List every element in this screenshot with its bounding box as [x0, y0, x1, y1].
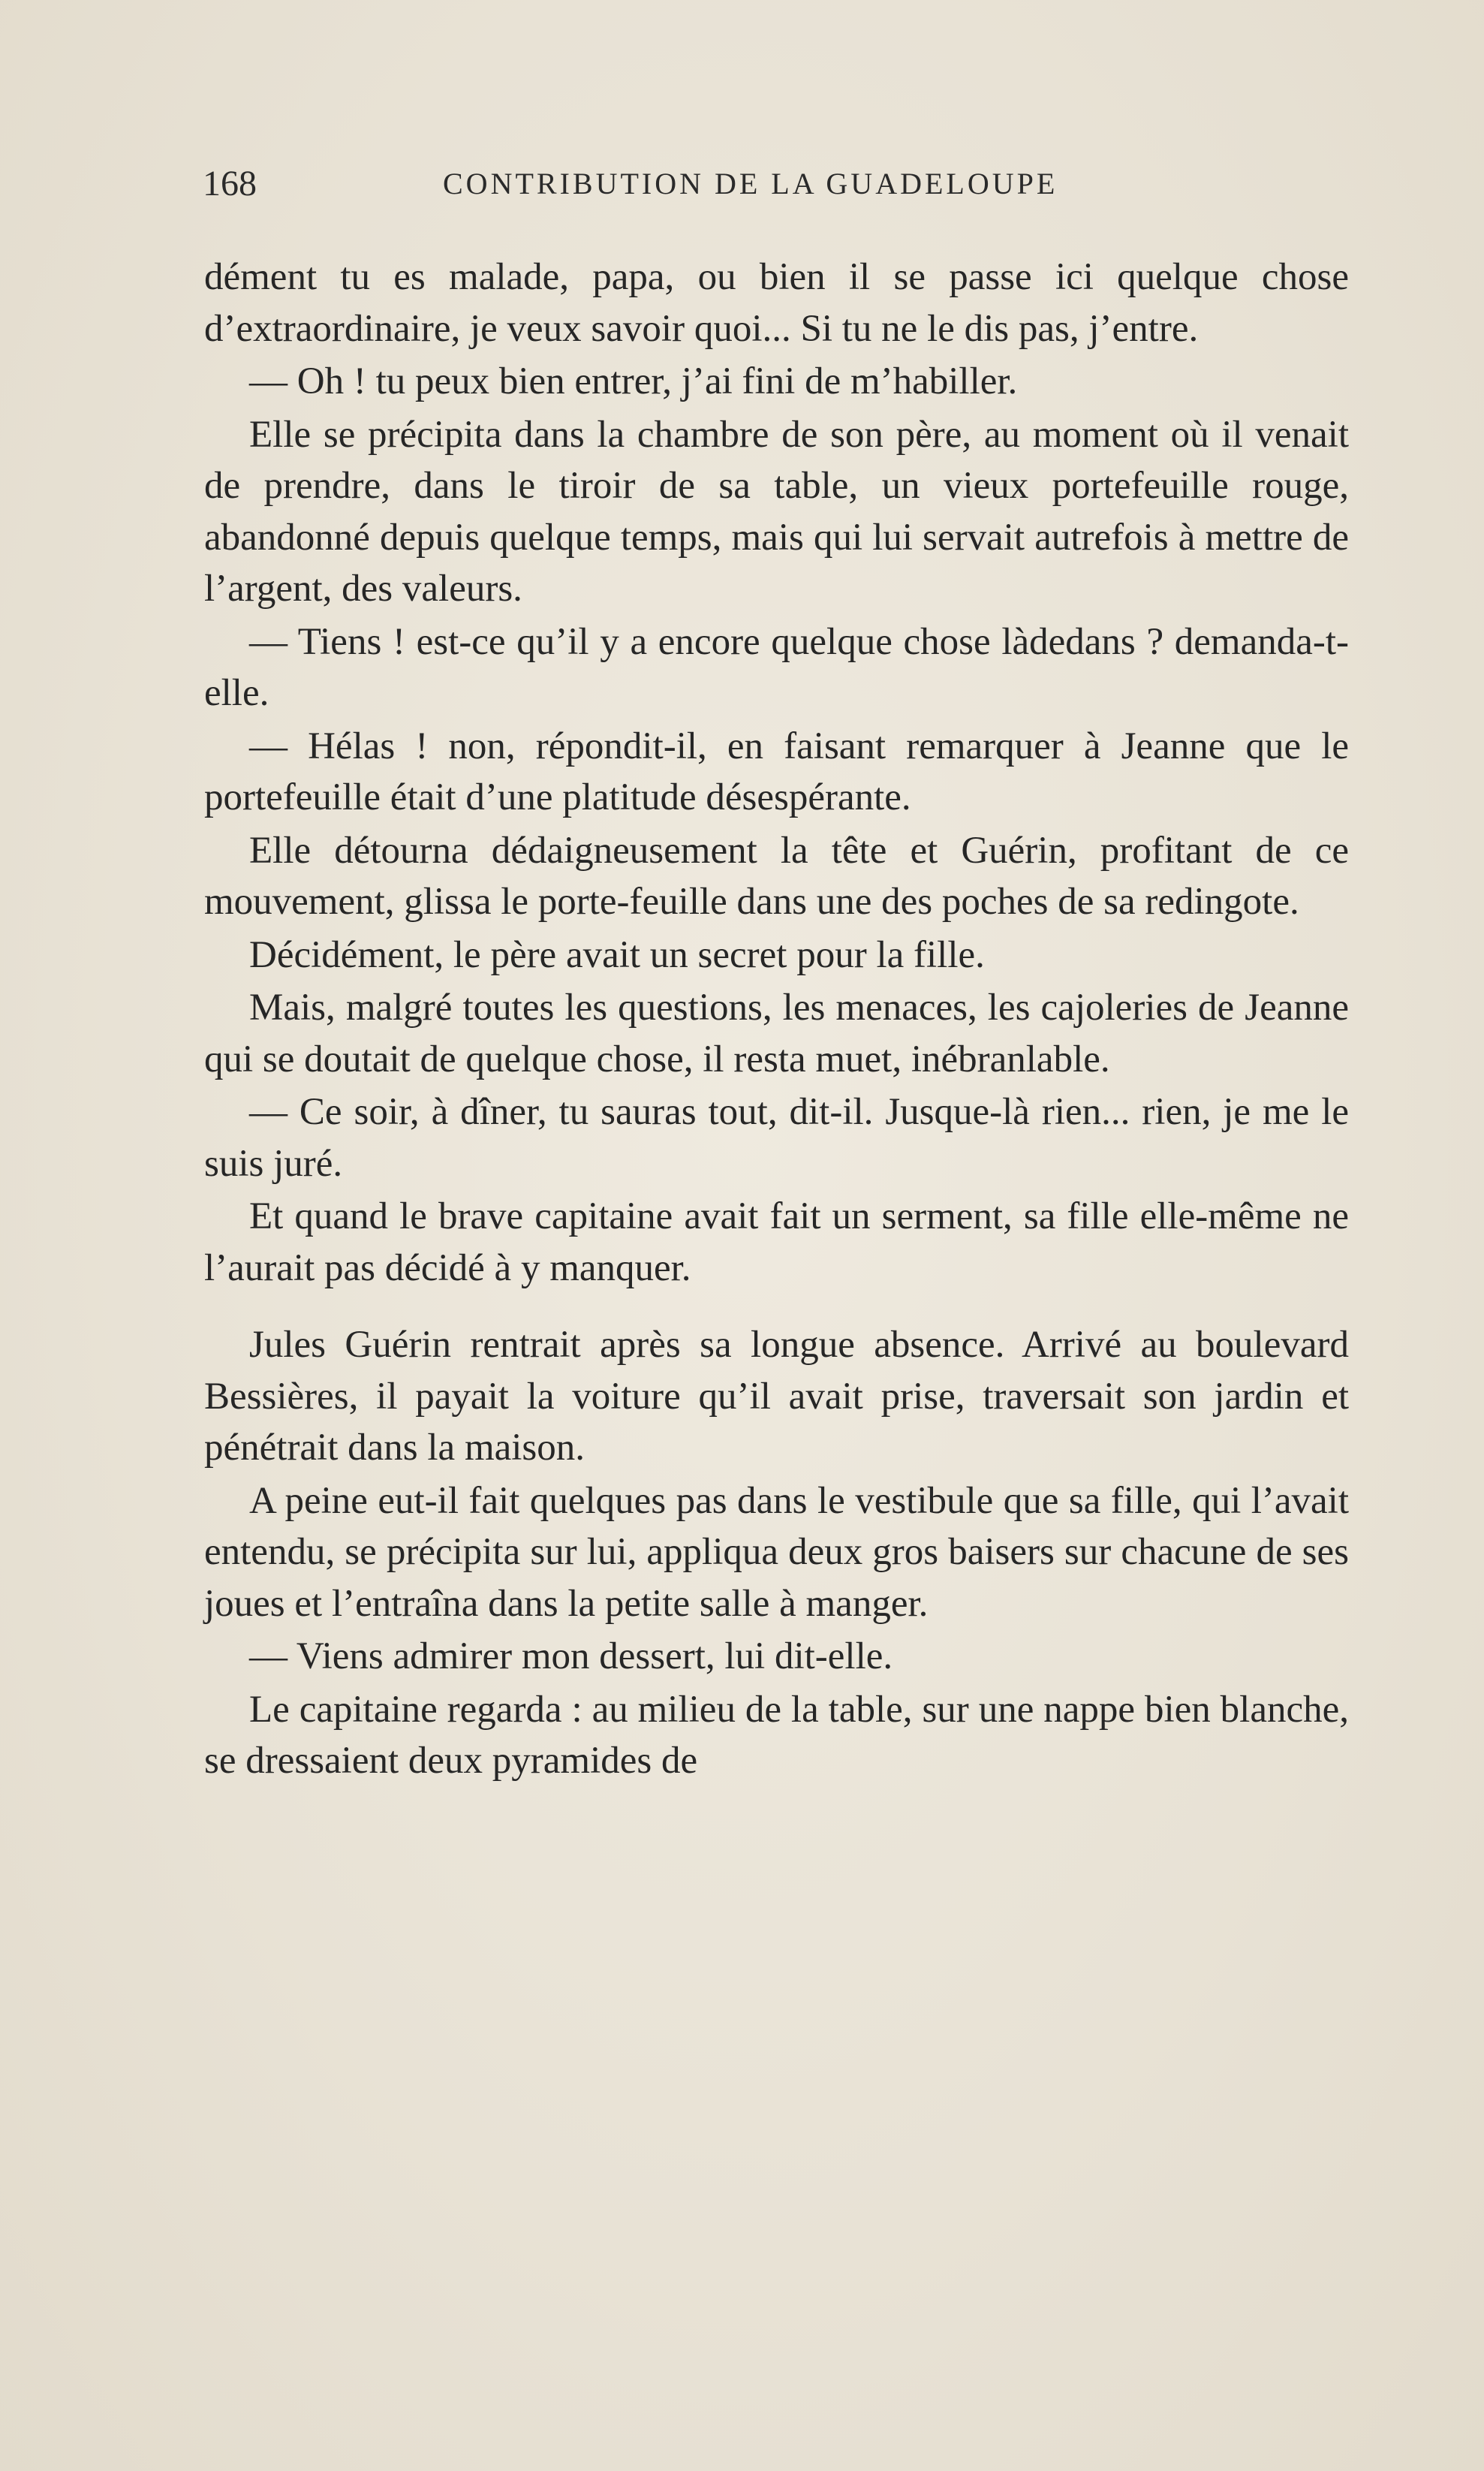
paragraph: — Ce soir, à dîner, tu sauras tout, dit-il. Jusque-là rien... rien, je me le suis juré.: [204, 1091, 1349, 1185]
paragraph: Jules Guérin rentrait après sa longue absence. Arrivé au boulevard Bessières, il payait la voiture qu’il avait prise, traversait son jardin et pénétrait dans la maison.: [204, 1324, 1349, 1469]
paragraph: Mais, malgré toutes les questions, les menaces, les cajoleries de Jeanne qui se doutait de quelque chose, il resta muet, inébranlable.: [204, 987, 1349, 1080]
paragraph: Elle se précipita dans la chambre de son père, au moment où il venait de prendre, dans le tiroir de sa table, un vieux portefeuille rouge, abandonné depuis quelque temps, mais qui lui servait autrefois à mettre de l’argent, des valeurs.: [204, 413, 1349, 610]
paragraph: — Tiens ! est-ce qu’il y a encore quelque chose làdedans ? demanda-t-elle.: [204, 620, 1349, 714]
page-body: [204, 252, 1349, 1788]
paragraph: Décidément, le père avait un secret pour la fille.: [249, 933, 985, 976]
page-number: 168: [203, 164, 257, 203]
paragraph: — Hélas ! non, répondit-il, en faisant remarquer à Jeanne que le portefeuille était d’une platitude désespérante.: [204, 725, 1349, 818]
page-header: [203, 158, 1351, 210]
running-title: CONTRIBUTION DE LA GUADELOUPE: [443, 167, 1058, 200]
paragraph: — Oh ! tu peux bien entrer, j’ai fini de m’habiller.: [249, 360, 1018, 402]
paragraph: A peine eut-il fait quelques pas dans le vestibule que sa fille, qui l’avait entendu, se précipita sur lui, appliqua deux gros baisers sur chacune de ses joues et l’entraîna dans la petite salle à manger.: [204, 1479, 1349, 1625]
paragraph: — Viens admirer mon dessert, lui dit-elle.: [249, 1635, 893, 1677]
paragraph: dément tu es malade, papa, ou bien il se passe ici quelque chose d’extraordinaire, je veux savoir quoi... Si tu ne le dis pas, j’entre.: [204, 256, 1349, 350]
paragraph: Et quand le brave capitaine avait fait un serment, sa fille elle-même ne l’aurait pas décidé à y manquer.: [204, 1195, 1349, 1289]
paragraph: Elle détourna dédaigneusement la tête et Guérin, profitant de ce mouvement, glissa le porte-feuille dans une des poches de sa redingote.: [204, 829, 1349, 923]
paragraph: Le capitaine regarda : au milieu de la table, sur une nappe bien blanche, se dressaient deux pyramides de: [204, 1688, 1349, 1782]
